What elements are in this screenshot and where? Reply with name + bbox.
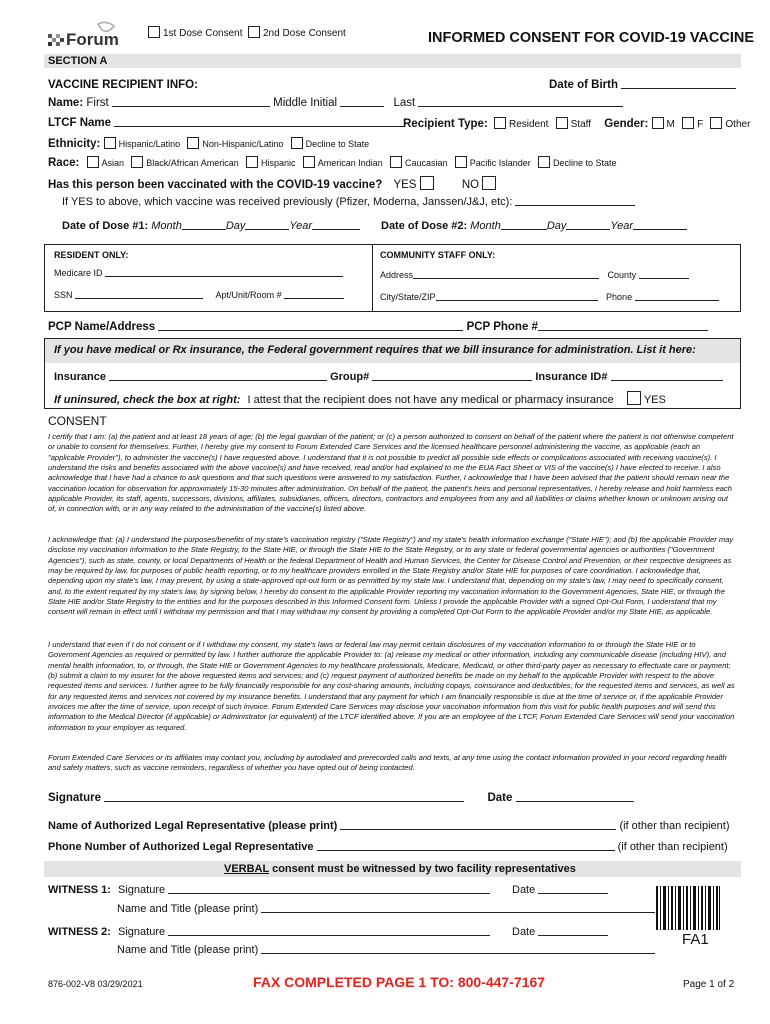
gender-label: Gender: xyxy=(604,118,649,130)
box-divider xyxy=(372,244,373,312)
race-option-1-checkbox[interactable] xyxy=(87,156,99,168)
witness1-name-label: Name and Title (please print) xyxy=(117,903,259,915)
ethnicity-option-2: Non-Hispanic/Latino xyxy=(202,139,284,149)
city-label: City/State/ZIP xyxy=(380,292,436,302)
vaccinated-question: Has this person been vaccinated with the COVID-19 vaccine? xyxy=(48,179,383,191)
witness2-date-row xyxy=(512,926,608,938)
section-a-label: SECTION A xyxy=(48,55,108,67)
race-option-3: Hispanic xyxy=(261,158,296,168)
staff-label: Staff xyxy=(570,119,592,130)
rep-name-field[interactable] xyxy=(340,829,616,830)
race-option-6-checkbox[interactable] xyxy=(455,156,467,168)
signature-date-field[interactable] xyxy=(516,801,634,802)
pcp-phone-field[interactable] xyxy=(538,330,708,331)
staff-phone-field[interactable] xyxy=(635,300,719,301)
consent-paragraph-1: I certify that I am: (a) the patient and at least 18 years of age; (b) the legal guardian of the patient; or (c) a person authorized to consent on behalf of the patient where the patient is not otherwise competent or unable to consent for themselves. Further, I hereby give my consent to Forum Extended Care Services and the licensed healthcare personnel administering the vaccine, as applicable (each an "applicable Provider"), to administer the vaccine(s) I have requested above. I understand that it is not possible to predict all possible side effects or complications associated with receiving vaccine(s). I understand the risks and benefits associated with the above vaccine(s) and have received, read and/or had explained to me the EUA Fact Sheet or VIS of the vaccine(s) I have elected to receive. I also acknowledge that I have had a chance to ask questions and that such questions were answered to my satisfaction. Further, I acknowledge that I have been advised that the patient should remain near the vaccination location for observation for approximately 15-30 minutes after administration. On behalf of the patient, the patient's heirs and personal representatives, I hereby release and hold harmless each applicable Provider, its staff, agents, successors, divisions, affiliates, subsidiaries, officers, directors, contractors and employees from any and all liabilities or claims whether known or unknown arising out of, in connection with, or in any way related to the administration of the vaccine(s) listed above. xyxy=(48,432,734,514)
first-name-field[interactable] xyxy=(112,106,270,107)
staff-checkbox[interactable] xyxy=(556,117,568,129)
name-label: Name: xyxy=(48,97,84,109)
witness1-name-field[interactable] xyxy=(261,912,655,913)
signature-row xyxy=(48,792,634,804)
witness2-name-field[interactable] xyxy=(261,953,655,954)
vaccinated-no-label: NO xyxy=(461,179,480,191)
recipient-heading: VACCINE RECIPIENT INFO: xyxy=(48,79,198,91)
dose2-month-field[interactable] xyxy=(501,229,547,230)
county-field[interactable] xyxy=(639,278,689,279)
rep-name-label: Name of Authorized Legal Representative (please print) xyxy=(48,820,338,832)
gender-m-label: M xyxy=(666,119,675,130)
dose2-checkbox[interactable] xyxy=(248,26,346,39)
witness2-signature-field[interactable] xyxy=(168,935,490,936)
rep-phone-field[interactable] xyxy=(317,850,615,851)
uninsured-yes-checkbox[interactable] xyxy=(627,391,641,405)
dose1-label: 1st Dose Consent xyxy=(163,28,243,39)
last-name-field[interactable] xyxy=(418,106,623,107)
ethnicity-row xyxy=(48,137,369,150)
witness1-label: WITNESS 1: xyxy=(48,884,111,896)
gender-f-label: F xyxy=(697,119,704,130)
barcode xyxy=(656,886,720,930)
dose1-month-label: Month xyxy=(151,220,182,232)
dose2-year-field[interactable] xyxy=(633,229,687,230)
insurance-notice: If you have medical or Rx insurance, the Federal government requires that we bill insurance for administration. List it here: xyxy=(54,344,696,356)
address-row xyxy=(380,270,689,280)
consent-heading: CONSENT xyxy=(48,414,107,428)
dose1-month-field[interactable] xyxy=(182,229,226,230)
community-staff-heading: COMMUNITY STAFF ONLY: xyxy=(380,250,496,260)
witness1-row xyxy=(48,884,490,896)
dose1-checkbox[interactable] xyxy=(148,26,243,39)
ifyes-row xyxy=(62,196,635,208)
race-option-4: American Indian xyxy=(317,158,383,168)
recipient-type-row xyxy=(403,117,750,130)
pcp-row xyxy=(48,321,708,333)
apt-label: Apt/Unit/Room # xyxy=(215,290,282,300)
race-option-4-checkbox[interactable] xyxy=(303,156,315,168)
vaccinated-no-checkbox[interactable] xyxy=(482,176,496,190)
form-id: 876-002-V8 03/29/2021 xyxy=(48,979,143,989)
dob-field[interactable] xyxy=(549,79,736,91)
address-field[interactable] xyxy=(413,278,599,279)
logo-text: Forum xyxy=(66,30,119,49)
dose2-day-field[interactable] xyxy=(566,229,610,230)
ethnicity-option-3-checkbox[interactable] xyxy=(291,137,303,149)
race-option-5: Caucasian xyxy=(404,158,448,168)
witness2-name-label: Name and Title (please print) xyxy=(117,944,259,956)
ethnicity-option-1-checkbox[interactable] xyxy=(104,137,116,149)
barcode-icon xyxy=(656,886,720,930)
race-option-7-checkbox[interactable] xyxy=(538,156,550,168)
group-field[interactable] xyxy=(372,380,532,381)
insurance-label: Insurance xyxy=(54,371,106,383)
dose2-date-label: Date of Dose #2: xyxy=(381,220,468,232)
ssn-label: SSN xyxy=(54,290,73,300)
ltcf-row xyxy=(48,117,404,129)
signature-label: Signature xyxy=(48,792,102,804)
gender-other-checkbox[interactable] xyxy=(710,117,722,129)
resident-label: Resident xyxy=(508,119,549,130)
address-label: Address xyxy=(380,270,414,280)
ethnicity-option-3: Decline to State xyxy=(305,139,370,149)
vaccinated-yes-checkbox[interactable] xyxy=(420,176,434,190)
phone-label: Phone xyxy=(606,292,633,302)
witness2-date-field[interactable] xyxy=(538,935,608,936)
dose2-month-label: Month xyxy=(470,220,501,232)
consent-paragraph-2: I acknowledge that: (a) I understand the purposes/benefits of my state's vaccination registry ("State Registry") and my state's health information exchange ("State HIE"); and (b) the applicable Provider may disclose my vaccination information to the State Registry, to the State HIE, or through the State HIE to the State Registry, or to any state or federal governmental agencies or authorities ("Government Agencies"), such as state, county, or local Departments of Health or the federal Department of Health and Human Services, the Center for Disease Control and Prevention, or their respective designees as may be required by law, for purposes of public health reporting, or to my healthcare providers enrolled in the State Registry and/or State HIE for purposes of care coordination. I acknowledge that, depending upon my state's law, I may prevent, by using a state-approved opt-out form or as permitted by my state law. I understand that, depending on my state's law, I may need to specifically consent, and, to the extent required by my state's law, by signing below, I hereby do consent to the applicable Provider reporting my vaccination information to the Government Agencies, State HIE, or through the State HIE and/or State Registry to the entities and for the purposes described in this Informed Consent form. Unless I provide the applicable Provider with a signed Opt-Out Form, I understand that my consent will remain in effect until I withdraw my permission and that I may withdraw my consent by providing a completed Opt-Out Form to the applicable Provider and/or my State HIE, as applicable. xyxy=(48,535,734,617)
witness1-date-label: Date xyxy=(512,884,536,896)
dob-label: Date of Birth xyxy=(549,79,618,91)
verbal-rest: consent must be witnessed by two facility representatives xyxy=(269,863,576,875)
insurance-field[interactable] xyxy=(109,380,327,381)
section-a-band xyxy=(44,54,741,68)
pcp-name-field[interactable] xyxy=(158,330,463,331)
rep-name-row xyxy=(48,820,730,832)
gender-f-checkbox[interactable] xyxy=(682,117,694,129)
race-option-5-checkbox[interactable] xyxy=(390,156,402,168)
witness1-date-field[interactable] xyxy=(538,893,608,894)
county-label: County xyxy=(607,270,637,280)
ssn-row xyxy=(54,290,344,300)
forum-logo xyxy=(46,20,120,50)
signature-date-label: Date xyxy=(487,792,513,804)
vaccinated-yes-label: YES xyxy=(393,179,417,191)
ltcf-label: LTCF Name xyxy=(48,117,112,129)
race-label: Race: xyxy=(48,157,80,169)
rep-phone-label: Phone Number of Authorized Legal Representative xyxy=(48,841,314,853)
medicare-row xyxy=(54,268,343,278)
fax-notice: FAX COMPLETED PAGE 1 TO: 800-447-7167 xyxy=(253,974,546,990)
dose1-year-label: Year xyxy=(289,220,313,232)
witness1-signature-field[interactable] xyxy=(168,893,490,894)
rep-name-note: (if other than recipient) xyxy=(619,820,730,832)
group-label: Group# xyxy=(330,371,370,383)
consent-paragraph-4: Forum Extended Care Services or its affiliates may contact you, including by autodialed and prerecorded calls and texts, at any time using the contact information provided in your record regarding health and safety matters, such as vaccine reminders, regardless of whether you have opted out of being contacted. xyxy=(48,753,727,773)
witness2-signature-label: Signature xyxy=(118,926,166,938)
insurance-id-label: Insurance ID# xyxy=(535,371,608,383)
ethnicity-label: Ethnicity: xyxy=(48,138,101,150)
race-option-2-checkbox[interactable] xyxy=(131,156,143,168)
resident-only-heading: RESIDENT ONLY: xyxy=(54,250,129,260)
dose1-day-field[interactable] xyxy=(245,229,289,230)
race-option-2: Black/African American xyxy=(146,158,239,168)
uninsured-label: If uninsured, check the box at right: xyxy=(54,394,241,406)
resident-checkbox[interactable] xyxy=(494,117,506,129)
pcp-phone-label: PCP Phone # xyxy=(466,321,538,333)
ethnicity-option-2-checkbox[interactable] xyxy=(187,137,199,149)
uninsured-row xyxy=(54,391,666,406)
dose2-year-label: Year xyxy=(610,220,634,232)
dose1-day-label: Day xyxy=(225,220,246,232)
dose-dates-row xyxy=(62,220,360,232)
middle-initial-field[interactable] xyxy=(340,106,384,107)
witness2-label: WITNESS 2: xyxy=(48,926,111,938)
witness1-signature-label: Signature xyxy=(118,884,166,896)
last-label: Last xyxy=(393,97,416,109)
verbal-word: VERBAL xyxy=(224,863,270,875)
city-row xyxy=(380,292,719,302)
name-row xyxy=(48,97,623,109)
race-option-1: Asian xyxy=(101,158,125,168)
race-row xyxy=(48,156,616,169)
witness1-date-row xyxy=(512,884,608,896)
consent-paragraph-3: I understand that even if I do not consent or if I withdraw my consent, my state's laws or federal law may permit certain disclosures of my vaccination information to or through the State HIE or to Government Agencies as required or permitted by law. I further authorize the applicable Provider to: (a) release my medical or other information, including any communicable disease (including HIV), and mental health information, to, or through, the State HIE or Government Agencies to my healthcare professionals, Medicare, Medicaid, or other third-party payer as necessary to effectuate care or payment; (b) submit a claim to my insurer for the above requested items and services; and (c) request payment of authorized benefits be made on my behalf to the applicable Provider with respect to the above requested items and services. I further agree to be fully financially responsible for any cost-sharing amounts, including copays, coinsurance and deductibles, for the requested items and services, as well as for any requested items and services not covered by my insurance benefits. I understand that any payment for which I am financially responsible is due at the time of service or, if the applicable Provider invoices me after the time of service, upon receipt of such invoice. Forum Extended Care Services may disclose your vaccination information from this visit for public health purposes and will send this information to the Medical Director (if applicable) or Administrator (or equivalent) of the LTCF identified above. If you are an employee of the LTCF, Forum Extended Care Services will send your vaccination information to your employer as required. xyxy=(48,640,735,732)
witness2-date-label: Date xyxy=(512,926,536,938)
ltcf-name-field[interactable] xyxy=(114,126,404,127)
medicare-label: Medicare ID xyxy=(54,268,103,278)
dose2-dates-row xyxy=(381,220,687,232)
uninsured-yes-label: YES xyxy=(643,394,666,406)
ethnicity-option-1: Hispanic/Latino xyxy=(118,139,181,149)
witness2-name-row xyxy=(117,944,655,956)
vaccinated-row xyxy=(48,176,499,191)
race-option-6: Pacific Islander xyxy=(469,158,531,168)
dose2-label: 2nd Dose Consent xyxy=(263,28,346,39)
medicare-id-field[interactable] xyxy=(105,276,343,277)
dose2-day-label: Day xyxy=(546,220,567,232)
ssn-field[interactable] xyxy=(75,298,203,299)
witness1-name-row xyxy=(117,903,655,915)
dose1-year-field[interactable] xyxy=(312,229,360,230)
race-option-7: Decline to State xyxy=(552,158,617,168)
dose1-date-label: Date of Dose #1: xyxy=(62,220,149,232)
recipient-type-label: Recipient Type: xyxy=(403,118,488,130)
witness2-row xyxy=(48,926,490,938)
page-number: Page 1 of 2 xyxy=(683,979,735,990)
attest-label: I attest that the recipient does not have any medical or pharmacy insurance xyxy=(247,394,614,406)
middle-label: Middle Initial xyxy=(273,97,338,109)
pcp-name-label: PCP Name/Address xyxy=(48,321,156,333)
first-label: First xyxy=(86,97,109,109)
page-title: INFORMED CONSENT FOR COVID-19 VACCINE xyxy=(428,30,755,46)
insurance-id-field[interactable] xyxy=(611,380,723,381)
previous-vaccine-field[interactable] xyxy=(515,205,635,206)
rep-phone-note: (if other than recipient) xyxy=(617,841,728,853)
gender-other-label: Other xyxy=(725,119,751,130)
barcode-label: FA1 xyxy=(682,931,709,948)
verbal-notice xyxy=(224,863,576,875)
apt-field[interactable] xyxy=(284,298,344,299)
ifyes-label: If YES to above, which vaccine was received previously (Pfizer, Moderna, Janssen/J&J, etc): xyxy=(62,196,513,208)
gender-m-checkbox[interactable] xyxy=(652,117,664,129)
insurance-row xyxy=(54,371,723,383)
rep-phone-row xyxy=(48,841,728,853)
city-field[interactable] xyxy=(436,300,598,301)
race-option-3-checkbox[interactable] xyxy=(246,156,258,168)
signature-field[interactable] xyxy=(104,801,464,802)
